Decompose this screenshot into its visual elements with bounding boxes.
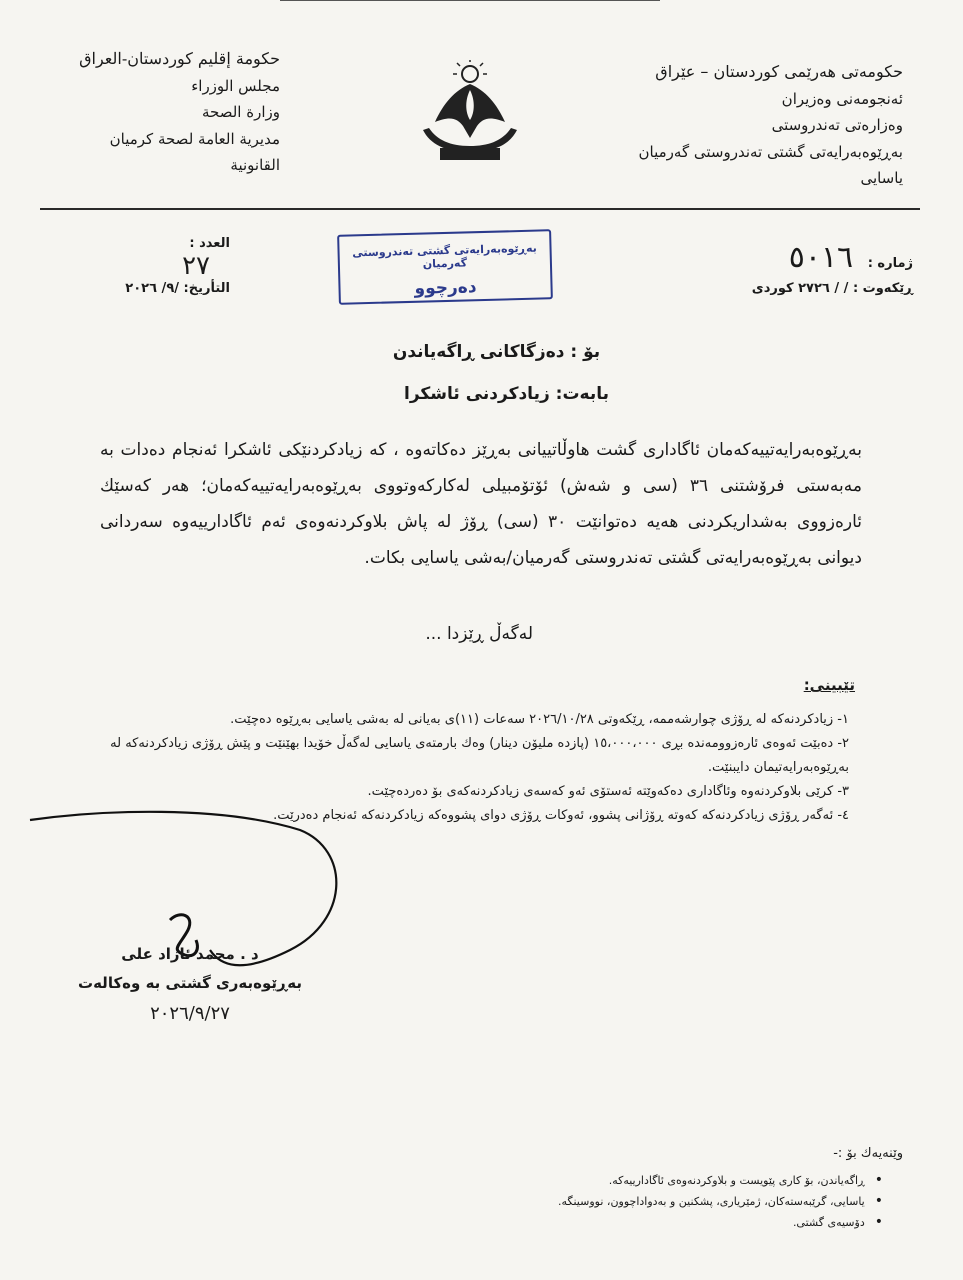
- stamp-org: بەڕێوەبەرایەتی گشتی تەندروستی گەرمیان: [352, 241, 537, 271]
- header-kurdish-line: یاسایی: [860, 168, 903, 187]
- copies-list: [383, 1170, 883, 1233]
- letter-body: بەڕێوەبەرایەتییەكەمان ئاگاداری گشت هاوڵاتییانی بەڕێز دەكاتەوە ، كە زیادكردنێكی ئاشكرا ئەنجام دەدات بە مەبەستی فرۆشتنی ٣٦ (سی و شەش) ئۆتۆمبیلی لەكاركەوتووی بەڕێوەبەرایەتییەكەمان؛ هەر كەسێك ئارەزووی بەشداریكردنی هەیە دەتوانێت ٣٠ (سی) ڕۆژ لە پاش بلاوكردنەوەی ئەم ئاگادارییەوە سەردانی دیوانی بەڕێوەبەرایەتی گشتی تەندروستی گەرمیان/بەشی یاسایی بكات.: [100, 440, 863, 568]
- signature-block: [70, 940, 310, 1031]
- note-item: ١- زیادكردنەكە لە ڕۆژی چوارشەممە، ڕێكەوتی ٢٠٢٦/١٠/٢٨ سەعات (١١)ی بەیانی لە بەشی یاسایی بەڕێوە دەچێت.: [230, 712, 849, 727]
- note-item: ٣- كرێی بلاوكردنەوە وئاگاداری دەكەوێتە ئەستۆی ئەو كەسەی زیادكردنەكەی بۆ دەردەچێت.: [367, 784, 849, 799]
- header-kurdish-line: وەزارەتی تەندروستی: [771, 116, 903, 135]
- copy-item: • ڕاگەیاندن، بۆ كاری پێویست و بلاوكردنەوەی ئاگادارییەكە.: [383, 1170, 883, 1191]
- header-divider: [40, 208, 920, 210]
- signatory-title: بەڕێوەبەری گشتی بە وەكالەت: [78, 973, 302, 992]
- header-kurdish-line: بەڕێوەبەرایەتی گشتی تەندروستی گەرمیان: [638, 142, 903, 161]
- reference-arabic: [80, 236, 230, 296]
- ref-ar-date-value: /٩/ ٢٠٢٦: [125, 281, 179, 296]
- header-kurdish-line: ئەنجومەنی وەزیران: [781, 90, 903, 108]
- header-arabic-line: القانونية: [230, 155, 280, 174]
- header-arabic: [60, 45, 280, 178]
- notes-list: [79, 708, 849, 828]
- signature-date: ٢٠٢٦/٩/٢٧: [150, 1003, 230, 1024]
- outgoing-stamp: [337, 229, 553, 305]
- copy-item: • یاسایی، گرێبەستەكان، ژمێریاری، پشكنین و بەدواداچوون، نووسینگە.: [383, 1191, 883, 1212]
- top-edge-line: [280, 0, 660, 1]
- ref-ar-number-label: العدد :: [189, 236, 230, 251]
- copy-item: • دۆسیەی گشتی.: [383, 1212, 883, 1233]
- copies-heading: وێنەیەك بۆ :-: [833, 1146, 903, 1161]
- ref-ar-date-label: التأريخ:: [183, 281, 230, 296]
- stamp-status: دەرچوو: [414, 277, 477, 299]
- government-emblem-icon: [405, 60, 535, 170]
- signatory-name: د . محمد ئازاد علی: [121, 945, 259, 963]
- reference-kurdish: [653, 240, 913, 296]
- header-arabic-line: مجلس الوزراء: [191, 77, 280, 95]
- recipient-line: بۆ : دەزگاكانی ڕاگەیاندن: [392, 342, 601, 362]
- header-arabic-line: مديرية العامة لصحة كرميان: [109, 129, 280, 148]
- ref-number-label: ژمارە :: [867, 256, 913, 271]
- ref-number-value: ٥٠١٦: [788, 240, 854, 275]
- header-kurdish-line: حكومەتی هەرێمی كوردستان – عێراق: [655, 62, 903, 81]
- notes-heading: تێبینی:: [803, 676, 855, 694]
- ref-date-label: ڕێكەوت :: [852, 281, 913, 296]
- ref-ar-number-value: ٢٧: [182, 251, 210, 281]
- note-item: ٤- ئەگەر ڕۆژی زیادكردنەكە كەوتە ڕۆژانی پشوو، ئەوكات ڕۆژی دوای پشووەكە زیادكردنەكە ئەنجام دەدرێت.: [273, 808, 849, 823]
- closing-regards: لەگەڵ ڕێزدا ...: [425, 624, 533, 644]
- note-item: ٢- دەبێت ئەوەی ئارەزوومەندە بڕی ١٥،٠٠٠،٠٠٠ (پازدە ملیۆن دینار) وەك بارمتەی یاسایی لەگەڵ خۆیدا بهێنێت و پێش ڕۆژی زیادكردنەكە لە بەڕێوەبەرایەتیمان دایبنێت.: [110, 736, 849, 775]
- ref-date-value: / / ٢٧٢٦ كوردی: [751, 281, 849, 296]
- header-kurdish: [573, 58, 903, 191]
- subject-line: بابەت: زیادكردنی ئاشكرا: [404, 384, 609, 404]
- header-arabic-line: حكومة إقليم كوردستان-العراق: [79, 49, 280, 68]
- header-arabic-line: وزارة الصحة: [202, 103, 280, 122]
